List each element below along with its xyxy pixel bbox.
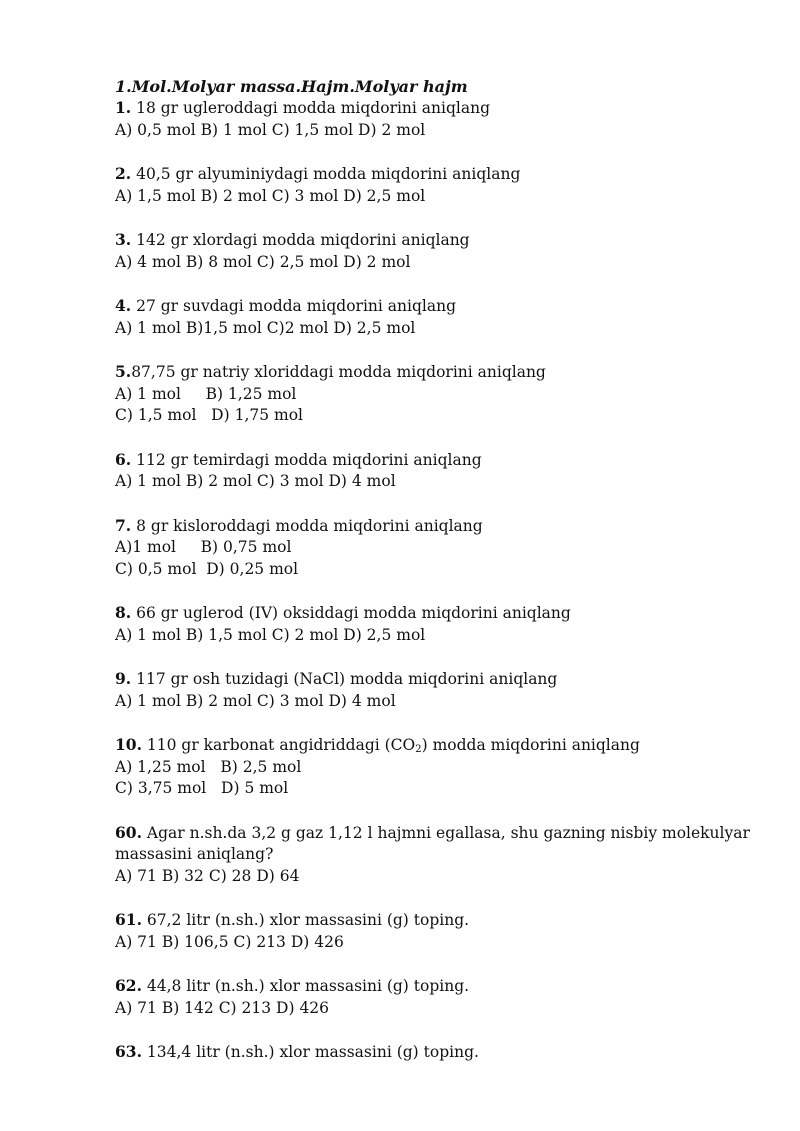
question-number: 10. [115,735,142,754]
question-text [115,668,755,691]
answer-options: A) 71 B) 106,5 C) 213 D) 426 [115,932,344,951]
question-body: 117 gr osh tuzidagi (NaCl) modda miqdorini aniqlang [131,670,558,688]
answer-options: A)1 mol B) 0,75 mol [115,538,292,556]
question-text [115,229,755,252]
question-body: 44,8 litr (n.sh.) xlor massasini (g) toping. [141,977,470,995]
question-body-end: ) modda miqdorini aniqlang [421,736,640,754]
answer-options: C) 0,5 mol D) 0,25 mol [115,559,299,578]
question-number: 60. [115,822,142,842]
answer-options: A) 1 mol B)1,5 mol C)2 mol D) 2,5 mol [115,318,416,337]
question-number: 9. [115,669,132,688]
question-number: 61. [115,910,142,929]
question-text [115,1041,755,1064]
answer-options: A) 1,5 mol B) 2 mol C) 3 mol D) 2,5 mol [115,186,426,205]
answer-options: A) 71 B) 32 C) 28 D) 64 [115,866,300,885]
question-body: 142 gr xlordagi modda miqdorini aniqlang [131,231,470,249]
question-text [115,822,755,845]
question-item [115,295,755,339]
question-number: 3. [115,230,132,249]
answer-options: A) 1 mol B) 1,25 mol [115,384,297,403]
question-number: 63. [115,1042,142,1061]
question-text [115,97,755,120]
question-text [115,449,755,472]
subscript: 2 [415,744,422,755]
question-item [115,975,755,1019]
question-number: 7. [115,515,132,535]
question-body: 134,4 litr (n.sh.) xlor massasini (g) toping. [141,1043,479,1061]
question-text [115,515,755,538]
answer-options: A) 1,25 mol B) 2,5 mol [115,757,302,776]
worksheet-page [115,76,755,1086]
question-item [115,909,755,953]
answer-options: C) 3,75 mol D) 5 mol [115,779,289,797]
question-item [115,449,755,493]
question-text [115,602,755,625]
question-text-continued: massasini aniqlang? [115,845,274,863]
question-number: 4. [115,296,132,315]
question-number: 1. [115,98,132,117]
question-item [115,97,755,141]
question-body: 27 gr suvdagi modda miqdorini aniqlang [131,297,456,315]
question-item [115,1041,755,1064]
question-item [115,602,755,646]
question-body: 66 gr uglerod (IV) oksiddagi modda miqdorini aniqlang [131,604,571,622]
question-text [115,734,755,757]
question-number: 5. [115,362,132,381]
question-item [115,163,755,207]
question-body: 67,2 litr (n.sh.) xlor massasini (g) toping. [141,911,470,929]
question-number: 6. [115,449,132,469]
page-title: 1.Mol.Molyar massa.Hajm.Molyar hajm [115,77,468,96]
question-number: 62. [115,976,142,995]
answer-options: A) 71 B) 142 C) 213 D) 426 [115,998,330,1017]
answer-options: A) 1 mol B) 2 mol C) 3 mol D) 4 mol [115,691,396,710]
question-body: Agar n.sh.da 3,2 g gaz 1,12 l hajmni egallasa, shu gazning nisbiy molekulyar [141,823,750,842]
question-body: 110 gr karbonat angidriddagi (CO [141,736,416,754]
question-body: 87,75 gr natriy xloriddagi modda miqdorini aniqlang [131,363,546,381]
question-text [115,975,755,998]
question-text [115,163,755,186]
question-number: 8. [115,603,132,622]
question-text [115,909,755,932]
question-item [115,361,755,427]
question-body: 18 gr ugleroddagi modda miqdorini aniqlang [131,99,491,117]
answer-options: A) 4 mol B) 8 mol C) 2,5 mol D) 2 mol [115,252,411,271]
question-item [115,822,755,888]
question-item [115,515,755,581]
answer-options: A) 1 mol B) 2 mol C) 3 mol D) 4 mol [115,472,396,490]
question-body: 40,5 gr alyuminiydagi modda miqdorini aniqlang [131,165,521,183]
question-item [115,734,755,800]
question-text [115,361,755,384]
answer-options: A) 1 mol B) 1,5 mol C) 2 mol D) 2,5 mol [115,625,426,644]
answer-options: A) 0,5 mol B) 1 mol C) 1,5 mol D) 2 mol [115,120,426,139]
answer-options: C) 1,5 mol D) 1,75 mol [115,406,304,424]
question-item [115,229,755,273]
question-body: 112 gr temirdagi modda miqdorini aniqlang [131,450,482,469]
question-text [115,295,755,318]
question-item [115,668,755,712]
question-body: 8 gr kisloroddagi modda miqdorini aniqlang [131,516,483,535]
question-number: 2. [115,164,132,183]
